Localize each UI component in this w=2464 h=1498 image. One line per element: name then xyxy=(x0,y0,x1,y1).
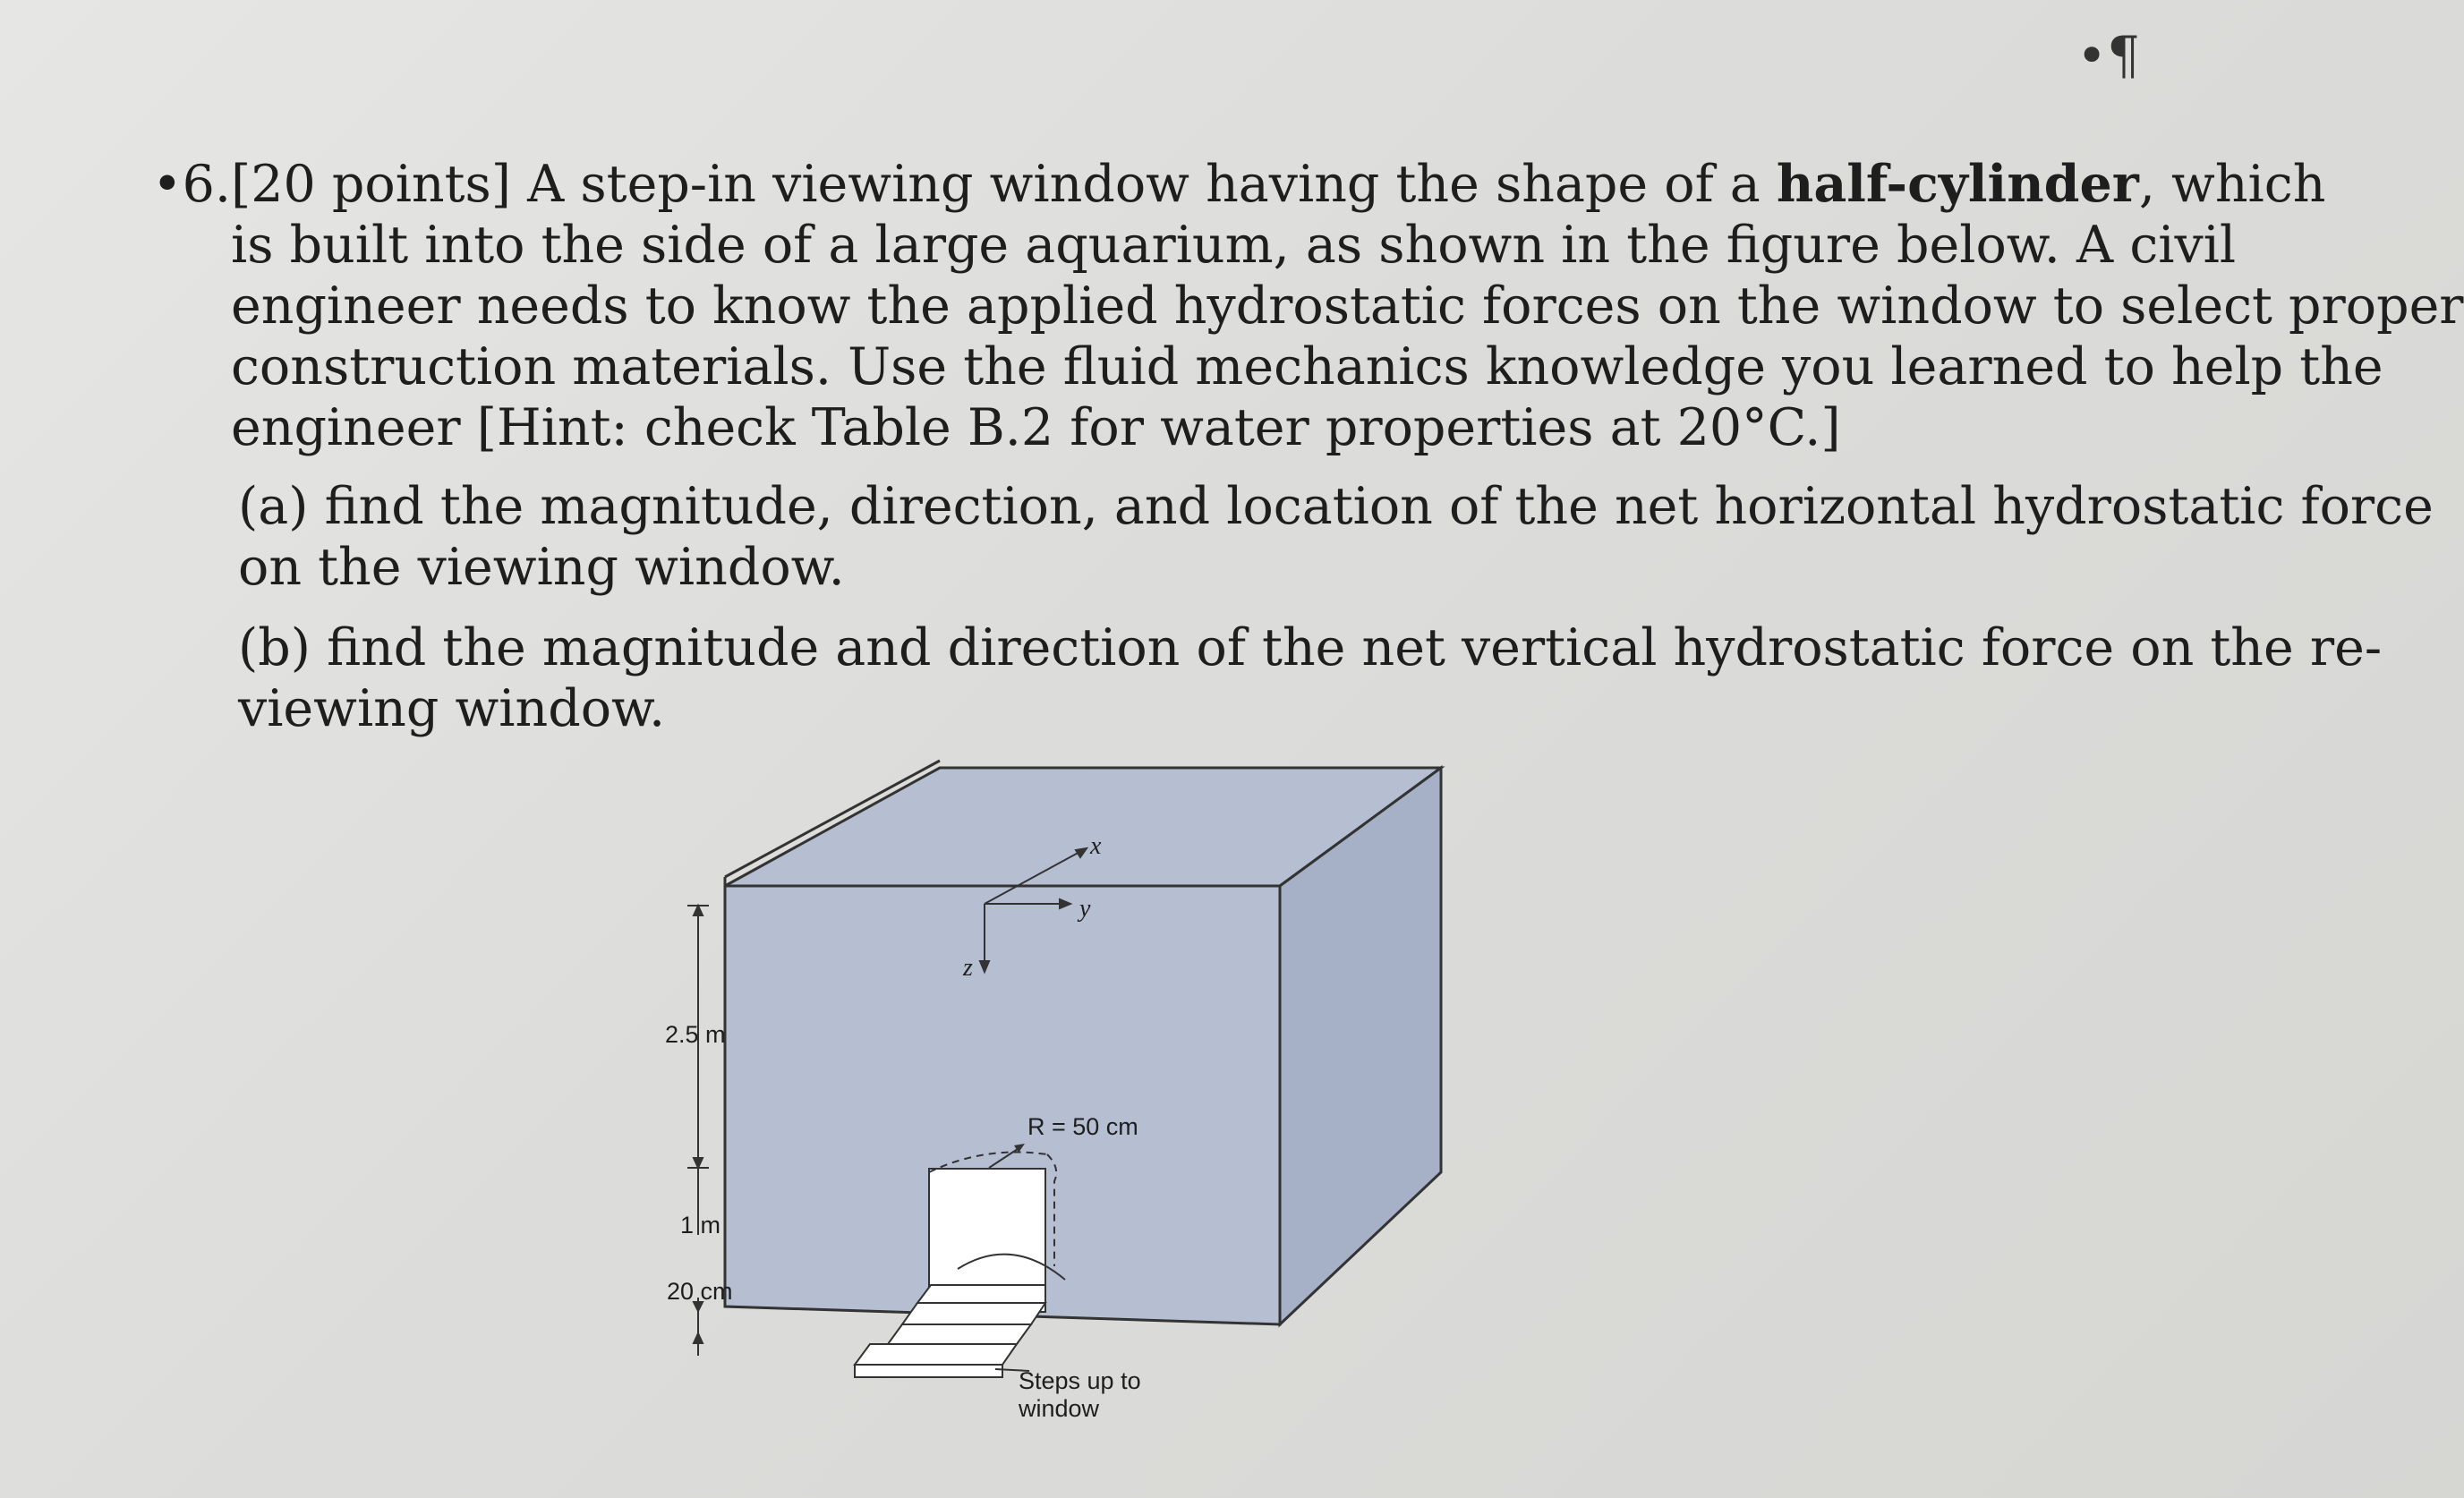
statement-line-4: construction materials. Use the fluid mechanics knowledge you learned to help the xyxy=(231,337,2383,396)
part-a: (a) find the magnitude, direction, and location of the net horizontal hydrostatic force on the viewing window. xyxy=(238,477,2434,597)
statement-line-1: [20 points] A step-in viewing window having the shape of a half-cylinder, which xyxy=(231,154,2326,214)
aquarium-figure xyxy=(537,761,1486,1441)
depth-dimension-label: 2.5 m xyxy=(665,1021,726,1048)
steps-label-line1: Steps up to xyxy=(1019,1367,1141,1394)
statement-line-3: engineer needs to know the applied hydrostatic forces on the window to select proper xyxy=(231,277,2464,336)
radius-label: R = 50 cm xyxy=(1027,1113,1138,1140)
part-b: (b) find the magnitude and direction of the net vertical hydrostatic force on the re- viewing window. xyxy=(238,618,2383,738)
problem-6 xyxy=(152,154,2464,739)
axis-x-label: x xyxy=(1090,832,1102,860)
statement-line-2: is built into the side of a large aquarium, as shown in the figure below. A civil xyxy=(231,216,2237,275)
steps-label-line2: window xyxy=(1019,1395,1100,1422)
axis-y-label: y xyxy=(1079,895,1091,923)
half-cylinder-term: half-cylinder xyxy=(1776,154,2139,214)
problem-statement xyxy=(231,154,2464,458)
problem-number: •6. xyxy=(152,155,232,214)
pilcrow-mark: •¶ xyxy=(2076,25,2141,86)
statement-line-5: engineer [Hint: check Table B.2 for water properties at 20°C.] xyxy=(231,398,1841,457)
window-height-label: 1 m xyxy=(680,1212,721,1238)
axis-z-label: z xyxy=(963,954,973,982)
floor-height-label: 20 cm xyxy=(667,1278,733,1305)
